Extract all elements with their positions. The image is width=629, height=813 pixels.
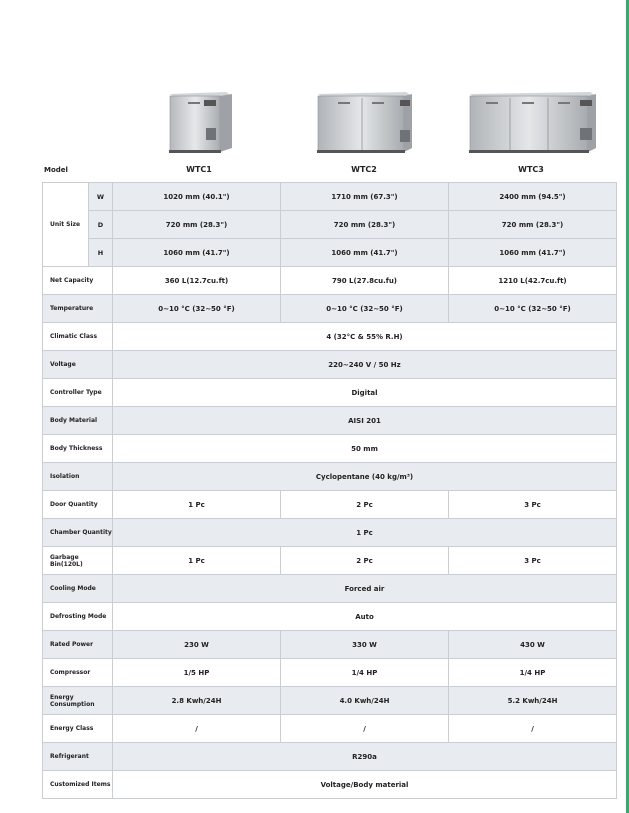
width-wtc1: 1020 mm (40.1") xyxy=(113,183,281,211)
compressor-label: Compressor xyxy=(43,659,113,687)
energy-consumption-wtc2: 4.0 Kwh/24H xyxy=(281,687,449,715)
energy-consumption-wtc1: 2.8 Kwh/24H xyxy=(113,687,281,715)
temperature-label: Temperature xyxy=(43,295,113,323)
compressor-wtc1: 1/5 HP xyxy=(113,659,281,687)
energy-class-wtc3: / xyxy=(449,715,617,743)
table-row xyxy=(43,183,617,211)
defrosting-mode-label: Defrosting Mode xyxy=(43,603,113,631)
rated-power-label: Rated Power xyxy=(43,631,113,659)
controller-type-label: Controller Type xyxy=(43,379,113,407)
body-material-label: Body Material xyxy=(43,407,113,435)
chamber-quantity-value: 1 Pc xyxy=(113,519,617,547)
table-row xyxy=(43,435,617,463)
energy-consumption-label xyxy=(43,687,113,715)
dim-d-label: D xyxy=(89,211,113,239)
net-capacity-wtc3: 1210 L(42.7cu.ft) xyxy=(449,267,617,295)
table-row xyxy=(43,463,617,491)
table-row xyxy=(43,519,617,547)
energy-consumption-label-line2: Consumption xyxy=(50,700,95,708)
table-row xyxy=(43,603,617,631)
isolation-value: Cyclopentane (40 kg/m³) xyxy=(113,463,617,491)
model-name-wtc2: WTC2 xyxy=(351,165,377,174)
table-row xyxy=(43,239,617,267)
cooling-mode-label: Cooling Mode xyxy=(43,575,113,603)
energy-class-wtc1: / xyxy=(113,715,281,743)
table-row xyxy=(43,547,617,575)
chamber-quantity-label: Chamber Quantity xyxy=(43,519,113,547)
net-capacity-wtc2: 790 L(27.8cu.fu) xyxy=(281,267,449,295)
table-row xyxy=(43,351,617,379)
garbage-bin-wtc1: 1 Pc xyxy=(113,547,281,575)
garbage-bin-wtc2: 2 Pc xyxy=(281,547,449,575)
model-name-wtc1: WTC1 xyxy=(186,165,212,174)
table-row xyxy=(43,575,617,603)
table-row xyxy=(43,659,617,687)
body-material-value: AISI 201 xyxy=(113,407,617,435)
height-wtc3: 1060 mm (41.7") xyxy=(449,239,617,267)
temperature-wtc2: 0~10 °C (32~50 °F) xyxy=(281,295,449,323)
climatic-class-label: Climatic Class xyxy=(43,323,113,351)
energy-consumption-wtc3: 5.2 Kwh/24H xyxy=(449,687,617,715)
refrigerant-label: Refrigerant xyxy=(43,743,113,771)
temperature-wtc3: 0~10 °C (32~50 °F) xyxy=(449,295,617,323)
body-thickness-label: Body Thickness xyxy=(43,435,113,463)
rated-power-wtc3: 430 W xyxy=(449,631,617,659)
width-wtc3: 2400 mm (94.5") xyxy=(449,183,617,211)
net-capacity-wtc1: 360 L(12.7cu.ft) xyxy=(113,267,281,295)
door-quantity-wtc2: 2 Pc xyxy=(281,491,449,519)
controller-type-value: Digital xyxy=(113,379,617,407)
depth-wtc3: 720 mm (28.3") xyxy=(449,211,617,239)
compressor-wtc3: 1/4 HP xyxy=(449,659,617,687)
height-wtc2: 1060 mm (41.7") xyxy=(281,239,449,267)
table-row xyxy=(43,687,617,715)
table-row xyxy=(43,631,617,659)
compressor-wtc2: 1/4 HP xyxy=(281,659,449,687)
depth-wtc1: 720 mm (28.3") xyxy=(113,211,281,239)
table-row xyxy=(43,715,617,743)
refrigerant-value: R290a xyxy=(113,743,617,771)
door-quantity-wtc3: 3 Pc xyxy=(449,491,617,519)
voltage-label: Voltage xyxy=(43,351,113,379)
garbage-bin-label: Garbage Bin(120L) xyxy=(43,547,113,575)
defrosting-mode-value: Auto xyxy=(113,603,617,631)
door-quantity-label: Door Quantity xyxy=(43,491,113,519)
customized-items-value: Voltage/Body material xyxy=(113,771,617,799)
table-row xyxy=(43,211,617,239)
dim-h-label: H xyxy=(89,239,113,267)
energy-class-wtc2: / xyxy=(281,715,449,743)
customized-items-label: Customized Items xyxy=(43,771,113,799)
table-row xyxy=(43,491,617,519)
door-quantity-wtc1: 1 Pc xyxy=(113,491,281,519)
table-row xyxy=(43,743,617,771)
body-thickness-value: 50 mm xyxy=(113,435,617,463)
spec-table xyxy=(42,182,617,799)
temperature-wtc1: 0~10 °C (32~50 °F) xyxy=(113,295,281,323)
rated-power-wtc2: 330 W xyxy=(281,631,449,659)
width-wtc2: 1710 mm (67.3") xyxy=(281,183,449,211)
table-row xyxy=(43,407,617,435)
dim-w-label: W xyxy=(89,183,113,211)
table-row xyxy=(43,323,617,351)
table-row xyxy=(43,267,617,295)
height-wtc1: 1060 mm (41.7") xyxy=(113,239,281,267)
net-capacity-label: Net Capacity xyxy=(43,267,113,295)
model-name-wtc3: WTC3 xyxy=(518,165,544,174)
table-row xyxy=(43,295,617,323)
table-row xyxy=(43,379,617,407)
cooling-mode-value: Forced air xyxy=(113,575,617,603)
garbage-bin-wtc3: 3 Pc xyxy=(449,547,617,575)
voltage-value: 220~240 V / 50 Hz xyxy=(113,351,617,379)
rated-power-wtc1: 230 W xyxy=(113,631,281,659)
unit-size-label: Unit Size xyxy=(43,183,89,267)
model-label: Model xyxy=(44,166,68,174)
depth-wtc2: 720 mm (28.3") xyxy=(281,211,449,239)
product-image-wtc3 xyxy=(468,88,598,154)
energy-consumption-label-line1: Energy xyxy=(50,693,74,701)
product-image-wtc1 xyxy=(166,88,234,154)
isolation-label: Isolation xyxy=(43,463,113,491)
climatic-class-value: 4 (32°C & 55% R.H) xyxy=(113,323,617,351)
product-image-wtc2 xyxy=(316,88,414,154)
energy-class-label: Energy Class xyxy=(43,715,113,743)
table-row xyxy=(43,771,617,799)
